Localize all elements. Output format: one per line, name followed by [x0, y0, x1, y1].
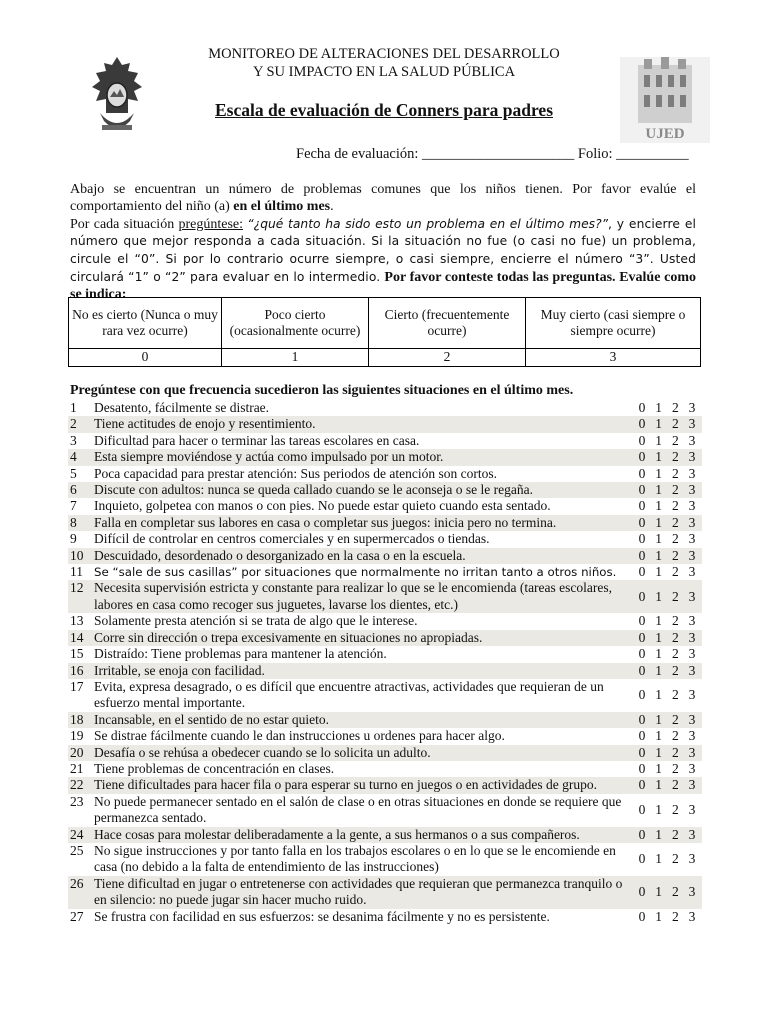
- date-label: Fecha de evaluación:: [296, 146, 419, 162]
- rating-option-2[interactable]: 2: [671, 400, 679, 415]
- scale-header-cell: Muy cierto (casi siempre o siempre ocurre): [526, 298, 701, 349]
- item-text: Irritable, se enoja con facilidad.: [94, 662, 265, 678]
- rating-option-0[interactable]: 0: [638, 547, 646, 563]
- questionnaire-item: [68, 515, 702, 531]
- item-number: 10: [70, 547, 84, 563]
- rating-option-0[interactable]: 0: [638, 760, 646, 776]
- rating-option-2[interactable]: 2: [671, 514, 679, 530]
- item-number: 14: [70, 629, 84, 645]
- rating-option-1[interactable]: 1: [655, 613, 663, 629]
- item-rating-options: [636, 416, 702, 432]
- item-text: Dificultad para hacer o terminar las tareas escolares en casa.: [94, 432, 420, 448]
- rating-option-0[interactable]: 0: [638, 711, 646, 727]
- questionnaire-item: [68, 843, 702, 876]
- questionnaire-item: [68, 433, 702, 449]
- scale-value-cell: 3: [526, 349, 701, 367]
- rating-option-0[interactable]: 0: [638, 514, 646, 530]
- rating-option-1[interactable]: 1: [655, 449, 663, 465]
- rating-option-1[interactable]: 1: [655, 498, 663, 514]
- item-text: Se distrae fácilmente cuando le dan instrucciones u ordenes para hacer algo.: [94, 728, 505, 744]
- rating-option-1[interactable]: 1: [655, 400, 663, 415]
- rating-option-3[interactable]: 3: [688, 547, 696, 563]
- rating-option-3[interactable]: 3: [688, 711, 696, 727]
- instructions-text: Abajo se encuentran un número de problemas comunes que los niños tienen. Por favor evalúe el comportamiento del niño (a): [70, 182, 696, 214]
- questionnaire-item: [68, 449, 702, 465]
- rating-option-1[interactable]: 1: [655, 629, 663, 645]
- questionnaire-item: [68, 777, 702, 793]
- instructions-text: , y encierre el número que mejor responda a cada situación. Si la situación no fue (o casi no fue) un problema, circule el “0”. Si por lo contrario ocurre siempre, o casi siempre, encierre el número “3”. Usted circulará “1” o “2” para evaluar en lo intermedio.: [70, 216, 696, 284]
- item-text: Inquieto, golpetea con manos o con pies. No puede estar quieto cuando esta sentado.: [94, 498, 551, 514]
- rating-option-2[interactable]: 2: [671, 531, 679, 547]
- item-rating-options: [636, 802, 702, 818]
- item-number: 24: [70, 826, 84, 842]
- item-rating-options: [636, 761, 702, 777]
- rating-option-2[interactable]: 2: [671, 547, 679, 563]
- rating-option-0[interactable]: 0: [638, 883, 646, 899]
- date-folio-line: [296, 146, 689, 163]
- item-text: Desatento, fácilmente se distrae.: [94, 400, 270, 415]
- scale-header-cell: Poco cierto (ocasionalmente ocurre): [222, 298, 369, 349]
- rating-option-0[interactable]: 0: [638, 613, 646, 629]
- rating-option-2[interactable]: 2: [671, 744, 679, 760]
- questionnaire-item: [68, 630, 702, 646]
- questionnaire-item: [68, 416, 702, 432]
- rating-option-2[interactable]: 2: [671, 432, 679, 448]
- rating-option-1[interactable]: 1: [655, 728, 663, 744]
- rating-option-3[interactable]: 3: [688, 883, 696, 899]
- item-text: Evita, expresa desagrado, o es difícil que encuentre atractivas, actividades que requieran de un esfuerzo mental importante.: [94, 678, 604, 711]
- rating-option-0[interactable]: 0: [638, 416, 646, 432]
- instructions-text: Por cada situación: [70, 216, 179, 232]
- item-number: 25: [70, 842, 84, 858]
- item-rating-options: [636, 777, 702, 793]
- questionnaire-item: [68, 827, 702, 843]
- item-number: 8: [70, 514, 77, 530]
- item-number: 6: [70, 482, 77, 498]
- item-number: 7: [70, 498, 77, 514]
- folio-label: Folio:: [577, 146, 613, 162]
- item-text: Tiene problemas de concentración en clases.: [94, 760, 335, 776]
- rating-option-2[interactable]: 2: [671, 908, 679, 924]
- rating-option-0[interactable]: 0: [638, 629, 646, 645]
- rating-option-3[interactable]: 3: [688, 531, 696, 547]
- item-text: Incansable, en el sentido de no estar quieto.: [94, 711, 330, 727]
- rating-option-2[interactable]: 2: [671, 826, 679, 842]
- item-rating-options: [636, 613, 702, 629]
- rating-option-1[interactable]: 1: [655, 711, 663, 727]
- rating-option-1[interactable]: 1: [655, 646, 663, 662]
- item-text: Se frustra con facilidad en sus esfuerzos: se desanima fácilmente y no es persistente.: [94, 908, 550, 924]
- questionnaire-item: [68, 712, 702, 728]
- rating-option-2[interactable]: 2: [671, 711, 679, 727]
- rating-option-1[interactable]: 1: [655, 883, 663, 899]
- rating-option-3[interactable]: 3: [688, 629, 696, 645]
- instructions-paragraph-2: [70, 216, 696, 304]
- rating-option-2[interactable]: 2: [671, 728, 679, 744]
- item-rating-options: [636, 531, 702, 547]
- item-text: Corre sin dirección o trepa excesivamente en situaciones no apropiadas.: [94, 629, 483, 645]
- rating-option-1[interactable]: 1: [655, 482, 663, 498]
- rating-option-2[interactable]: 2: [671, 760, 679, 776]
- questionnaire-item: [68, 613, 702, 629]
- item-number: 17: [70, 678, 84, 694]
- item-text: Descuidado, desordenado o desorganizado en la casa o en la escuela.: [94, 547, 466, 563]
- rating-option-0[interactable]: 0: [638, 482, 646, 498]
- rating-option-3[interactable]: 3: [688, 744, 696, 760]
- item-text: No puede permanecer sentado en el salón de clase o en otras situaciones en donde se requiere que permanezca sentado.: [94, 793, 622, 826]
- rating-option-2[interactable]: 2: [671, 416, 679, 432]
- item-rating-options: [636, 728, 702, 744]
- rating-option-0[interactable]: 0: [638, 564, 646, 580]
- rating-option-1[interactable]: 1: [655, 588, 663, 604]
- ujed-logo-text: UJED: [645, 126, 685, 142]
- header-line-2: Y SU IMPACTO EN LA SALUD PÚBLICA: [252, 64, 516, 80]
- rating-option-0[interactable]: 0: [638, 908, 646, 924]
- header-line-1: MONITOREO DE ALTERACIONES DEL DESARROLLO: [208, 46, 560, 62]
- rating-option-3[interactable]: 3: [688, 482, 696, 498]
- rating-option-2[interactable]: 2: [671, 482, 679, 498]
- item-text: Discute con adultos: nunca se queda callado cuando se le aconseja o se le regaña.: [94, 482, 533, 498]
- item-number: 19: [70, 728, 84, 744]
- rating-option-3[interactable]: 3: [688, 416, 696, 432]
- rating-option-0[interactable]: 0: [638, 531, 646, 547]
- rating-option-3[interactable]: 3: [688, 646, 696, 662]
- rating-option-1[interactable]: 1: [655, 908, 663, 924]
- item-number: 20: [70, 744, 84, 760]
- item-rating-options: [636, 712, 702, 728]
- item-rating-options: [636, 482, 702, 498]
- rating-option-1[interactable]: 1: [655, 465, 663, 481]
- rating-option-3[interactable]: 3: [688, 801, 696, 817]
- item-number: 18: [70, 711, 84, 727]
- item-text: Desafía o se rehúsa a obedecer cuando se lo solicita un adulto.: [94, 744, 431, 760]
- item-rating-options: [636, 466, 702, 482]
- item-number: 11: [70, 564, 83, 580]
- scale-header-cell: Cierto (frecuentemente ocurre): [369, 298, 526, 349]
- rating-option-3[interactable]: 3: [688, 588, 696, 604]
- rating-option-1[interactable]: 1: [655, 760, 663, 776]
- rating-option-0[interactable]: 0: [638, 646, 646, 662]
- item-rating-options: [636, 827, 702, 843]
- rating-option-2[interactable]: 2: [671, 465, 679, 481]
- rating-option-2[interactable]: 2: [671, 851, 679, 867]
- item-number: 27: [70, 908, 84, 924]
- questionnaire-item: [68, 663, 702, 679]
- rating-option-3[interactable]: 3: [688, 514, 696, 530]
- questionnaire-item: [68, 728, 702, 744]
- item-number: 5: [70, 465, 77, 481]
- rating-option-1[interactable]: 1: [655, 744, 663, 760]
- item-rating-options: [636, 646, 702, 662]
- item-rating-options: [636, 548, 702, 564]
- scale-value-cell: 2: [369, 349, 526, 367]
- questionnaire-item: [68, 531, 702, 547]
- rating-option-1[interactable]: 1: [655, 851, 663, 867]
- item-rating-options: [636, 433, 702, 449]
- item-text: Esta siempre moviéndose y actúa como impulsado por un motor.: [94, 449, 444, 465]
- item-rating-options: [636, 564, 702, 580]
- rating-option-3[interactable]: 3: [688, 662, 696, 678]
- item-rating-options: [636, 400, 702, 416]
- rating-option-1[interactable]: 1: [655, 514, 663, 530]
- questionnaire-item: [68, 482, 702, 498]
- item-number: 23: [70, 793, 84, 809]
- rating-option-2[interactable]: 2: [671, 629, 679, 645]
- rating-scale-value-row: [69, 349, 701, 367]
- rating-option-0[interactable]: 0: [638, 687, 646, 703]
- rating-option-2[interactable]: 2: [671, 613, 679, 629]
- date-field[interactable]: _____________________: [422, 146, 575, 162]
- questionnaire-item: [68, 745, 702, 761]
- item-rating-options: [636, 663, 702, 679]
- rating-option-2[interactable]: 2: [671, 646, 679, 662]
- rating-option-2[interactable]: 2: [671, 883, 679, 899]
- item-number: 3: [70, 432, 77, 448]
- item-rating-options: [636, 884, 702, 900]
- rating-option-3[interactable]: 3: [688, 908, 696, 924]
- instructions-paragraph-1: [70, 182, 696, 216]
- item-number: 12: [70, 580, 84, 596]
- item-number: 1: [70, 400, 77, 415]
- rating-scale-table: [68, 297, 701, 367]
- rating-option-1[interactable]: 1: [655, 564, 663, 580]
- rating-option-0[interactable]: 0: [638, 432, 646, 448]
- item-text: Poca capacidad para prestar atención: Sus periodos de atención son cortos.: [94, 465, 497, 481]
- item-number: 22: [70, 777, 84, 793]
- rating-option-3[interactable]: 3: [688, 465, 696, 481]
- item-number: 4: [70, 449, 77, 465]
- rating-option-0[interactable]: 0: [638, 744, 646, 760]
- questionnaire-item: [68, 794, 702, 827]
- instructions-underlined: pregúntese:: [178, 216, 244, 232]
- item-rating-options: [636, 589, 702, 605]
- questionnaire-item: [68, 679, 702, 712]
- item-rating-options: [636, 498, 702, 514]
- rating-option-1[interactable]: 1: [655, 416, 663, 432]
- rating-option-0[interactable]: 0: [638, 465, 646, 481]
- rating-option-2[interactable]: 2: [671, 662, 679, 678]
- rating-option-1[interactable]: 1: [655, 826, 663, 842]
- item-text: Falla en completar sus labores en casa o completar sus juegos: inicia pero no termina.: [94, 514, 557, 530]
- questionnaire-items: [68, 400, 702, 925]
- rating-option-0[interactable]: 0: [638, 400, 646, 415]
- item-text: Distraído: Tiene problemas para mantener la atención.: [94, 646, 387, 662]
- item-rating-options: [636, 630, 702, 646]
- rating-option-3[interactable]: 3: [688, 564, 696, 580]
- rating-option-1[interactable]: 1: [655, 801, 663, 817]
- item-rating-options: [636, 851, 702, 867]
- instructions-emphasis: . Evalúe como se indica:: [70, 269, 696, 302]
- rating-option-3[interactable]: 3: [688, 613, 696, 629]
- item-number: 9: [70, 531, 77, 547]
- item-rating-options: [636, 515, 702, 531]
- rating-option-2[interactable]: 2: [671, 498, 679, 514]
- rating-option-3[interactable]: 3: [688, 400, 696, 415]
- item-text: Necesita supervisión estricta y constante para realizar lo que se le encomienda (tareas escolares, labores en casa como recoger sus juguetes, lavarse los dientes, etc.): [94, 580, 613, 612]
- rating-scale-header-row: [69, 298, 701, 349]
- rating-option-0[interactable]: 0: [638, 728, 646, 744]
- rating-option-2[interactable]: 2: [671, 777, 679, 793]
- item-text: Difícil de controlar en centros comerciales y en supermercados o tiendas.: [94, 531, 490, 547]
- instructions-emphasis: en el último mes: [233, 198, 331, 214]
- rating-option-3[interactable]: 3: [688, 826, 696, 842]
- rating-option-0[interactable]: 0: [638, 588, 646, 604]
- questionnaire-item: [68, 498, 702, 514]
- rating-option-1[interactable]: 1: [655, 777, 663, 793]
- rating-option-2[interactable]: 2: [671, 564, 679, 580]
- item-rating-options: [636, 909, 702, 925]
- rating-option-3[interactable]: 3: [688, 728, 696, 744]
- questionnaire-item: [68, 400, 702, 416]
- university-crest-icon: [88, 55, 146, 135]
- scale-value-cell: 1: [222, 349, 369, 367]
- item-number: 2: [70, 416, 77, 432]
- instructions-text: .: [330, 198, 334, 214]
- rating-option-3[interactable]: 3: [688, 498, 696, 514]
- item-text: Tiene dificultad en jugar o entretenerse con actividades que requieran que permanezca tranquilo o en silencio: no puede jugar sin hacer mucho ruido.: [94, 875, 623, 908]
- questionnaire-item: [68, 564, 702, 580]
- rating-option-1[interactable]: 1: [655, 432, 663, 448]
- rating-option-0[interactable]: 0: [638, 498, 646, 514]
- item-text: Tiene actitudes de enojo y resentimiento.: [94, 416, 316, 432]
- instructions: [70, 182, 696, 304]
- questionnaire-item: [68, 909, 702, 925]
- scale-value-cell: 0: [69, 349, 222, 367]
- item-text: Hace cosas para molestar deliberadamente a la gente, a sus hermanos o a sus compañeros.: [94, 826, 580, 842]
- questionnaire-item: [68, 761, 702, 777]
- instructions-question: “¿qué tanto ha sido esto un problema en el último mes?”: [247, 216, 608, 231]
- item-number: 16: [70, 662, 84, 678]
- rating-option-3[interactable]: 3: [688, 687, 696, 703]
- questionnaire-item: [68, 646, 702, 662]
- item-text: Solamente presta atención si se trata de algo que le interese.: [94, 613, 418, 629]
- instructions-emphasis: Por favor conteste todas las preguntas: [384, 269, 613, 285]
- rating-option-3[interactable]: 3: [688, 432, 696, 448]
- rating-option-0[interactable]: 0: [638, 801, 646, 817]
- rating-option-1[interactable]: 1: [655, 531, 663, 547]
- item-text: Tiene dificultades para hacer fila o para esperar su turno en juegos o en actividades de grupo.: [94, 777, 597, 793]
- rating-option-1[interactable]: 1: [655, 687, 663, 703]
- item-text: No sigue instrucciones y por tanto falla en los trabajos escolares o en lo que se le encomiende en casa (no debido a la falta de entendimiento de las instrucciones): [94, 842, 616, 875]
- rating-option-2[interactable]: 2: [671, 687, 679, 703]
- item-rating-options: [636, 449, 702, 465]
- questionnaire-item: [68, 548, 702, 564]
- rating-option-0[interactable]: 0: [638, 851, 646, 867]
- item-rating-options: [636, 745, 702, 761]
- rating-option-0[interactable]: 0: [638, 662, 646, 678]
- page-title: Escala de evaluación de Conners para padres: [214, 100, 554, 120]
- item-number: 15: [70, 646, 84, 662]
- rating-option-0[interactable]: 0: [638, 449, 646, 465]
- item-number: 26: [70, 875, 84, 891]
- item-text: Se “sale de sus casillas” por situaciones que normalmente no irritan tanto a otros niños.: [94, 565, 617, 580]
- folio-field[interactable]: __________: [616, 146, 689, 162]
- rating-option-1[interactable]: 1: [655, 662, 663, 678]
- rating-option-3[interactable]: 3: [688, 851, 696, 867]
- item-number: 13: [70, 613, 84, 629]
- rating-option-3[interactable]: 3: [688, 449, 696, 465]
- questionnaire-item: [68, 466, 702, 482]
- item-number: 21: [70, 760, 84, 776]
- rating-option-3[interactable]: 3: [688, 760, 696, 776]
- rating-option-2[interactable]: 2: [671, 588, 679, 604]
- rating-option-0[interactable]: 0: [638, 777, 646, 793]
- rating-option-2[interactable]: 2: [671, 449, 679, 465]
- questions-heading: Pregúntese con que frecuencia sucedieron las siguientes situaciones en el último mes.: [70, 383, 574, 398]
- rating-option-1[interactable]: 1: [655, 547, 663, 563]
- item-rating-options: [636, 687, 702, 703]
- questionnaire-item: [68, 876, 702, 909]
- rating-option-2[interactable]: 2: [671, 801, 679, 817]
- questionnaire-item: [68, 580, 702, 613]
- rating-option-0[interactable]: 0: [638, 826, 646, 842]
- rating-option-3[interactable]: 3: [688, 777, 696, 793]
- scale-header-cell: No es cierto (Nunca o muy rara vez ocurre): [69, 298, 222, 349]
